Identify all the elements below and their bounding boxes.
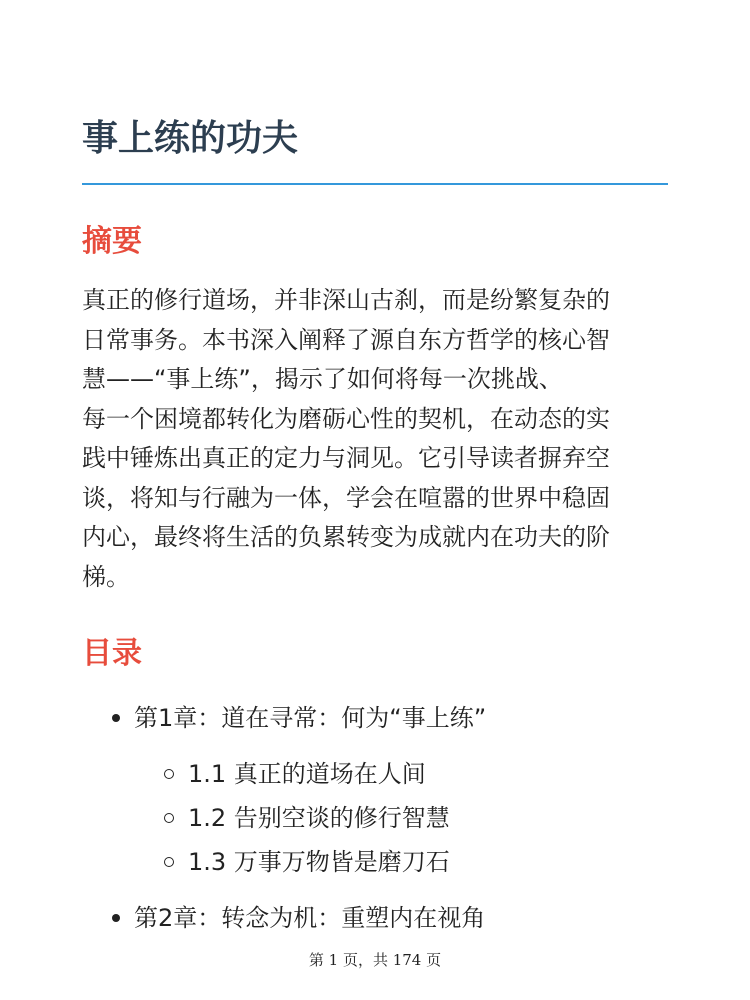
toc-section-1-1[interactable]: 1.1 真正的道场在人间 (188, 760, 426, 788)
toc-section-1-2[interactable]: 1.2 告别空谈的修行智慧 (188, 804, 450, 832)
document-title: 事上练的功夫 (82, 118, 299, 159)
abstract-heading: 摘要 (82, 224, 142, 259)
abstract-line: 慧——“事上练”，揭示了如何将每一次挑战、 (82, 365, 563, 393)
abstract-line: 真正的修行道场，并非深山古刹，而是纷繁复杂的 (82, 286, 610, 314)
toc-chapter-2[interactable]: 第2章：转念为机：重塑内在视角 (134, 904, 486, 932)
abstract-line: 梯。 (82, 562, 130, 591)
abstract-line: 践中锤炼出真正的定力与洞见。它引导读者摒弃空 (82, 444, 610, 472)
page-number-footer: 第 1 页，共 174 页 (308, 951, 442, 969)
abstract-paragraph (82, 281, 672, 597)
abstract-line: 谈，将知与行融为一体，学会在喧嚣的世界中稳固 (82, 483, 610, 512)
toc-chapter-1[interactable]: 第1章：道在寻常：何为“事上练” (134, 704, 487, 732)
toc-section-1-3[interactable]: 1.3 万事万物皆是磨刀石 (188, 848, 450, 876)
toc-heading: 目录 (82, 636, 142, 671)
bullet-dot-icon (112, 914, 120, 922)
bullet-circle-icon (164, 857, 174, 867)
abstract-line: 内心，最终将生活的负累转变为成就内在功夫的阶 (82, 523, 610, 551)
abstract-line: 每一个困境都转化为磨砺心性的契机，在动态的实 (82, 404, 610, 433)
bullet-circle-icon (164, 813, 174, 823)
abstract-line: 日常事务。本书深入阐释了源自东方哲学的核心智 (82, 325, 610, 354)
title-divider (82, 183, 668, 185)
bullet-circle-icon (164, 769, 174, 779)
bullet-dot-icon (112, 714, 120, 722)
